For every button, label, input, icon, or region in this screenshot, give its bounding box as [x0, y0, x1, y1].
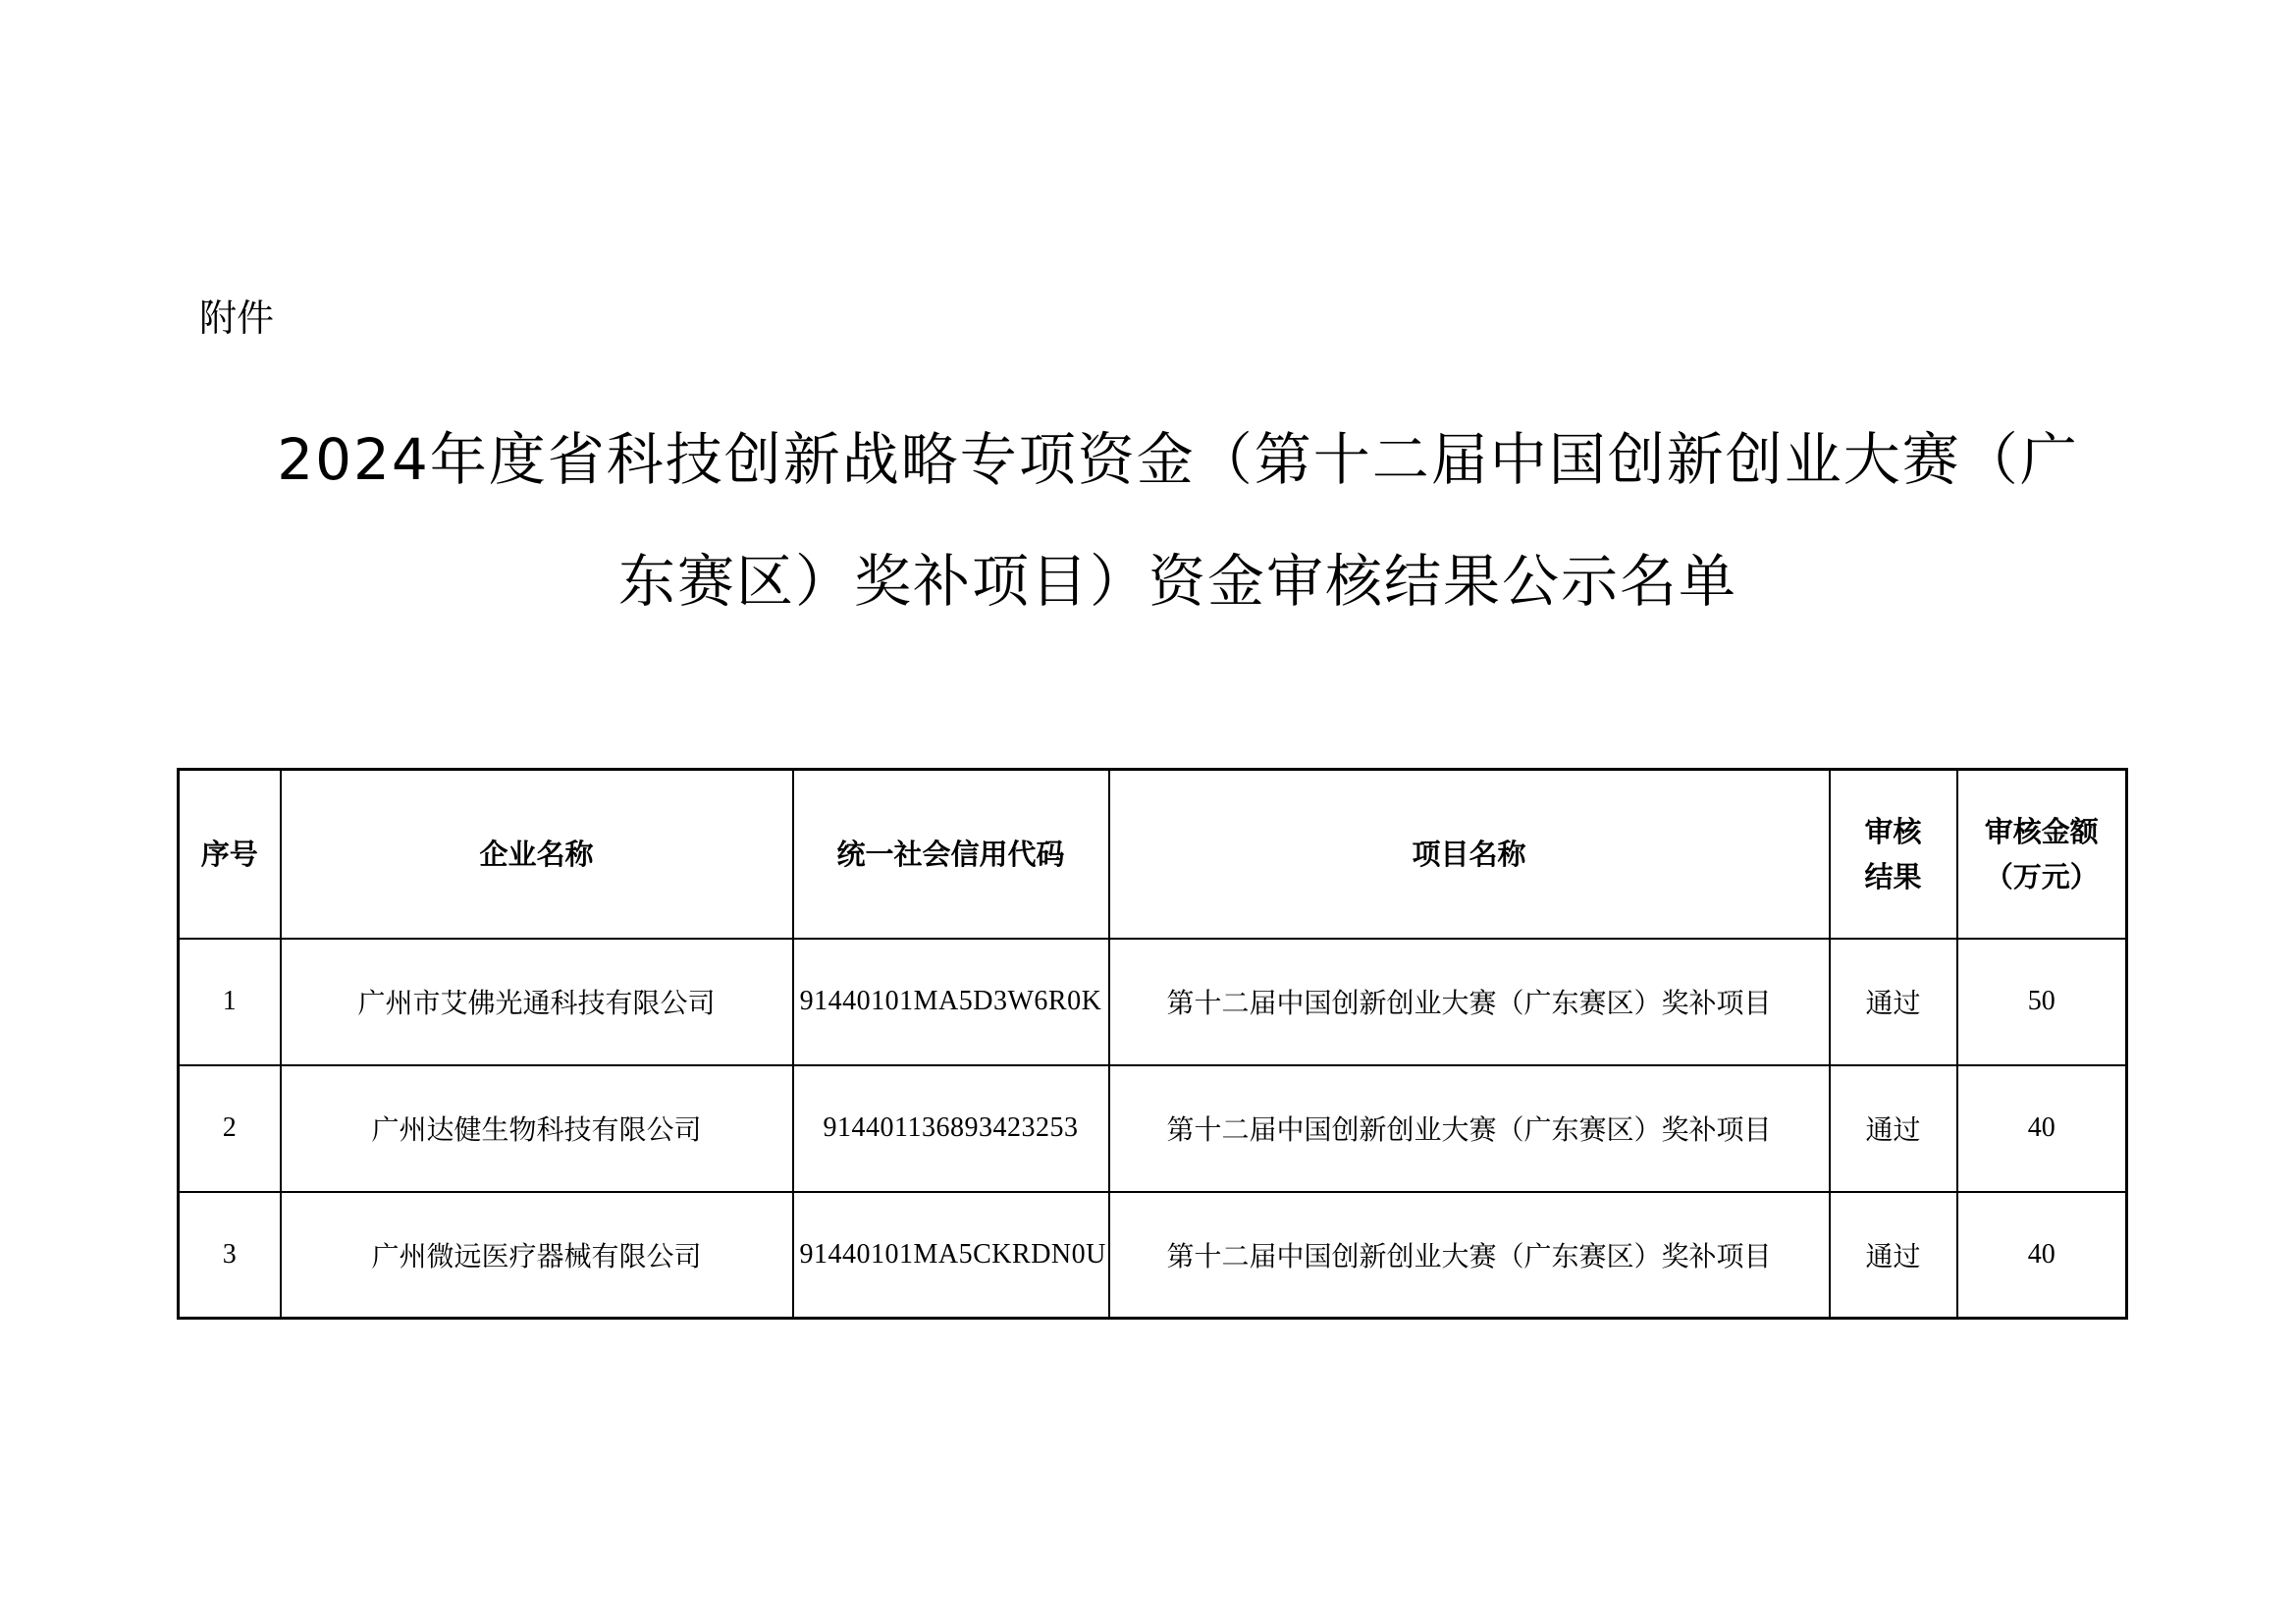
cell-result: 通过: [1830, 939, 1957, 1065]
header-result-line-2: 结果: [1864, 859, 1922, 893]
cell-credit-code: 914401136893423253: [793, 1065, 1109, 1192]
header-company: 企业名称: [281, 770, 793, 939]
cell-credit-code: 91440101MA5D3W6R0K: [793, 939, 1109, 1065]
cell-serial: 3: [179, 1192, 281, 1319]
header-amount: [1957, 770, 2127, 939]
cell-result: 通过: [1830, 1192, 1957, 1319]
header-result: [1830, 770, 1957, 939]
cell-company: 广州达健生物科技有限公司: [281, 1065, 793, 1192]
attachment-label: 附件: [199, 297, 275, 340]
table-header-row: [179, 770, 2127, 939]
cell-company: 广州市艾佛光通科技有限公司: [281, 939, 793, 1065]
page-title-line-1: 2024年度省科技创新战略专项资金（第十二届中国创新创业大赛（广: [277, 426, 2079, 493]
cell-credit-code: 91440101MA5CKRDN0U: [793, 1192, 1109, 1319]
header-amount-line-1: 审核金额: [1984, 814, 2099, 848]
cell-project: 第十二届中国创新创业大赛（广东赛区）奖补项目: [1109, 939, 1830, 1065]
audit-result-table: [177, 768, 2128, 1320]
cell-serial: 1: [179, 939, 281, 1065]
cell-amount: 40: [1957, 1065, 2127, 1192]
cell-project: 第十二届中国创新创业大赛（广东赛区）奖补项目: [1109, 1192, 1830, 1319]
header-serial: 序号: [179, 770, 281, 939]
cell-serial: 2: [179, 1065, 281, 1192]
header-project: 项目名称: [1109, 770, 1830, 939]
cell-result: 通过: [1830, 1065, 1957, 1192]
cell-amount: 50: [1957, 939, 2127, 1065]
cell-amount: 40: [1957, 1192, 2127, 1319]
table-row: [179, 1192, 2127, 1319]
cell-company: 广州微远医疗器械有限公司: [281, 1192, 793, 1319]
header-credit-code: 统一社会信用代码: [793, 770, 1109, 939]
header-amount-line-2: （万元）: [1984, 859, 2099, 893]
cell-project: 第十二届中国创新创业大赛（广东赛区）奖补项目: [1109, 1065, 1830, 1192]
table-row: [179, 939, 2127, 1065]
header-result-line-1: 审核: [1864, 814, 1922, 848]
page-title-line-2: 东赛区）奖补项目）资金审核结果公示名单: [617, 548, 1737, 615]
table-row: [179, 1065, 2127, 1192]
